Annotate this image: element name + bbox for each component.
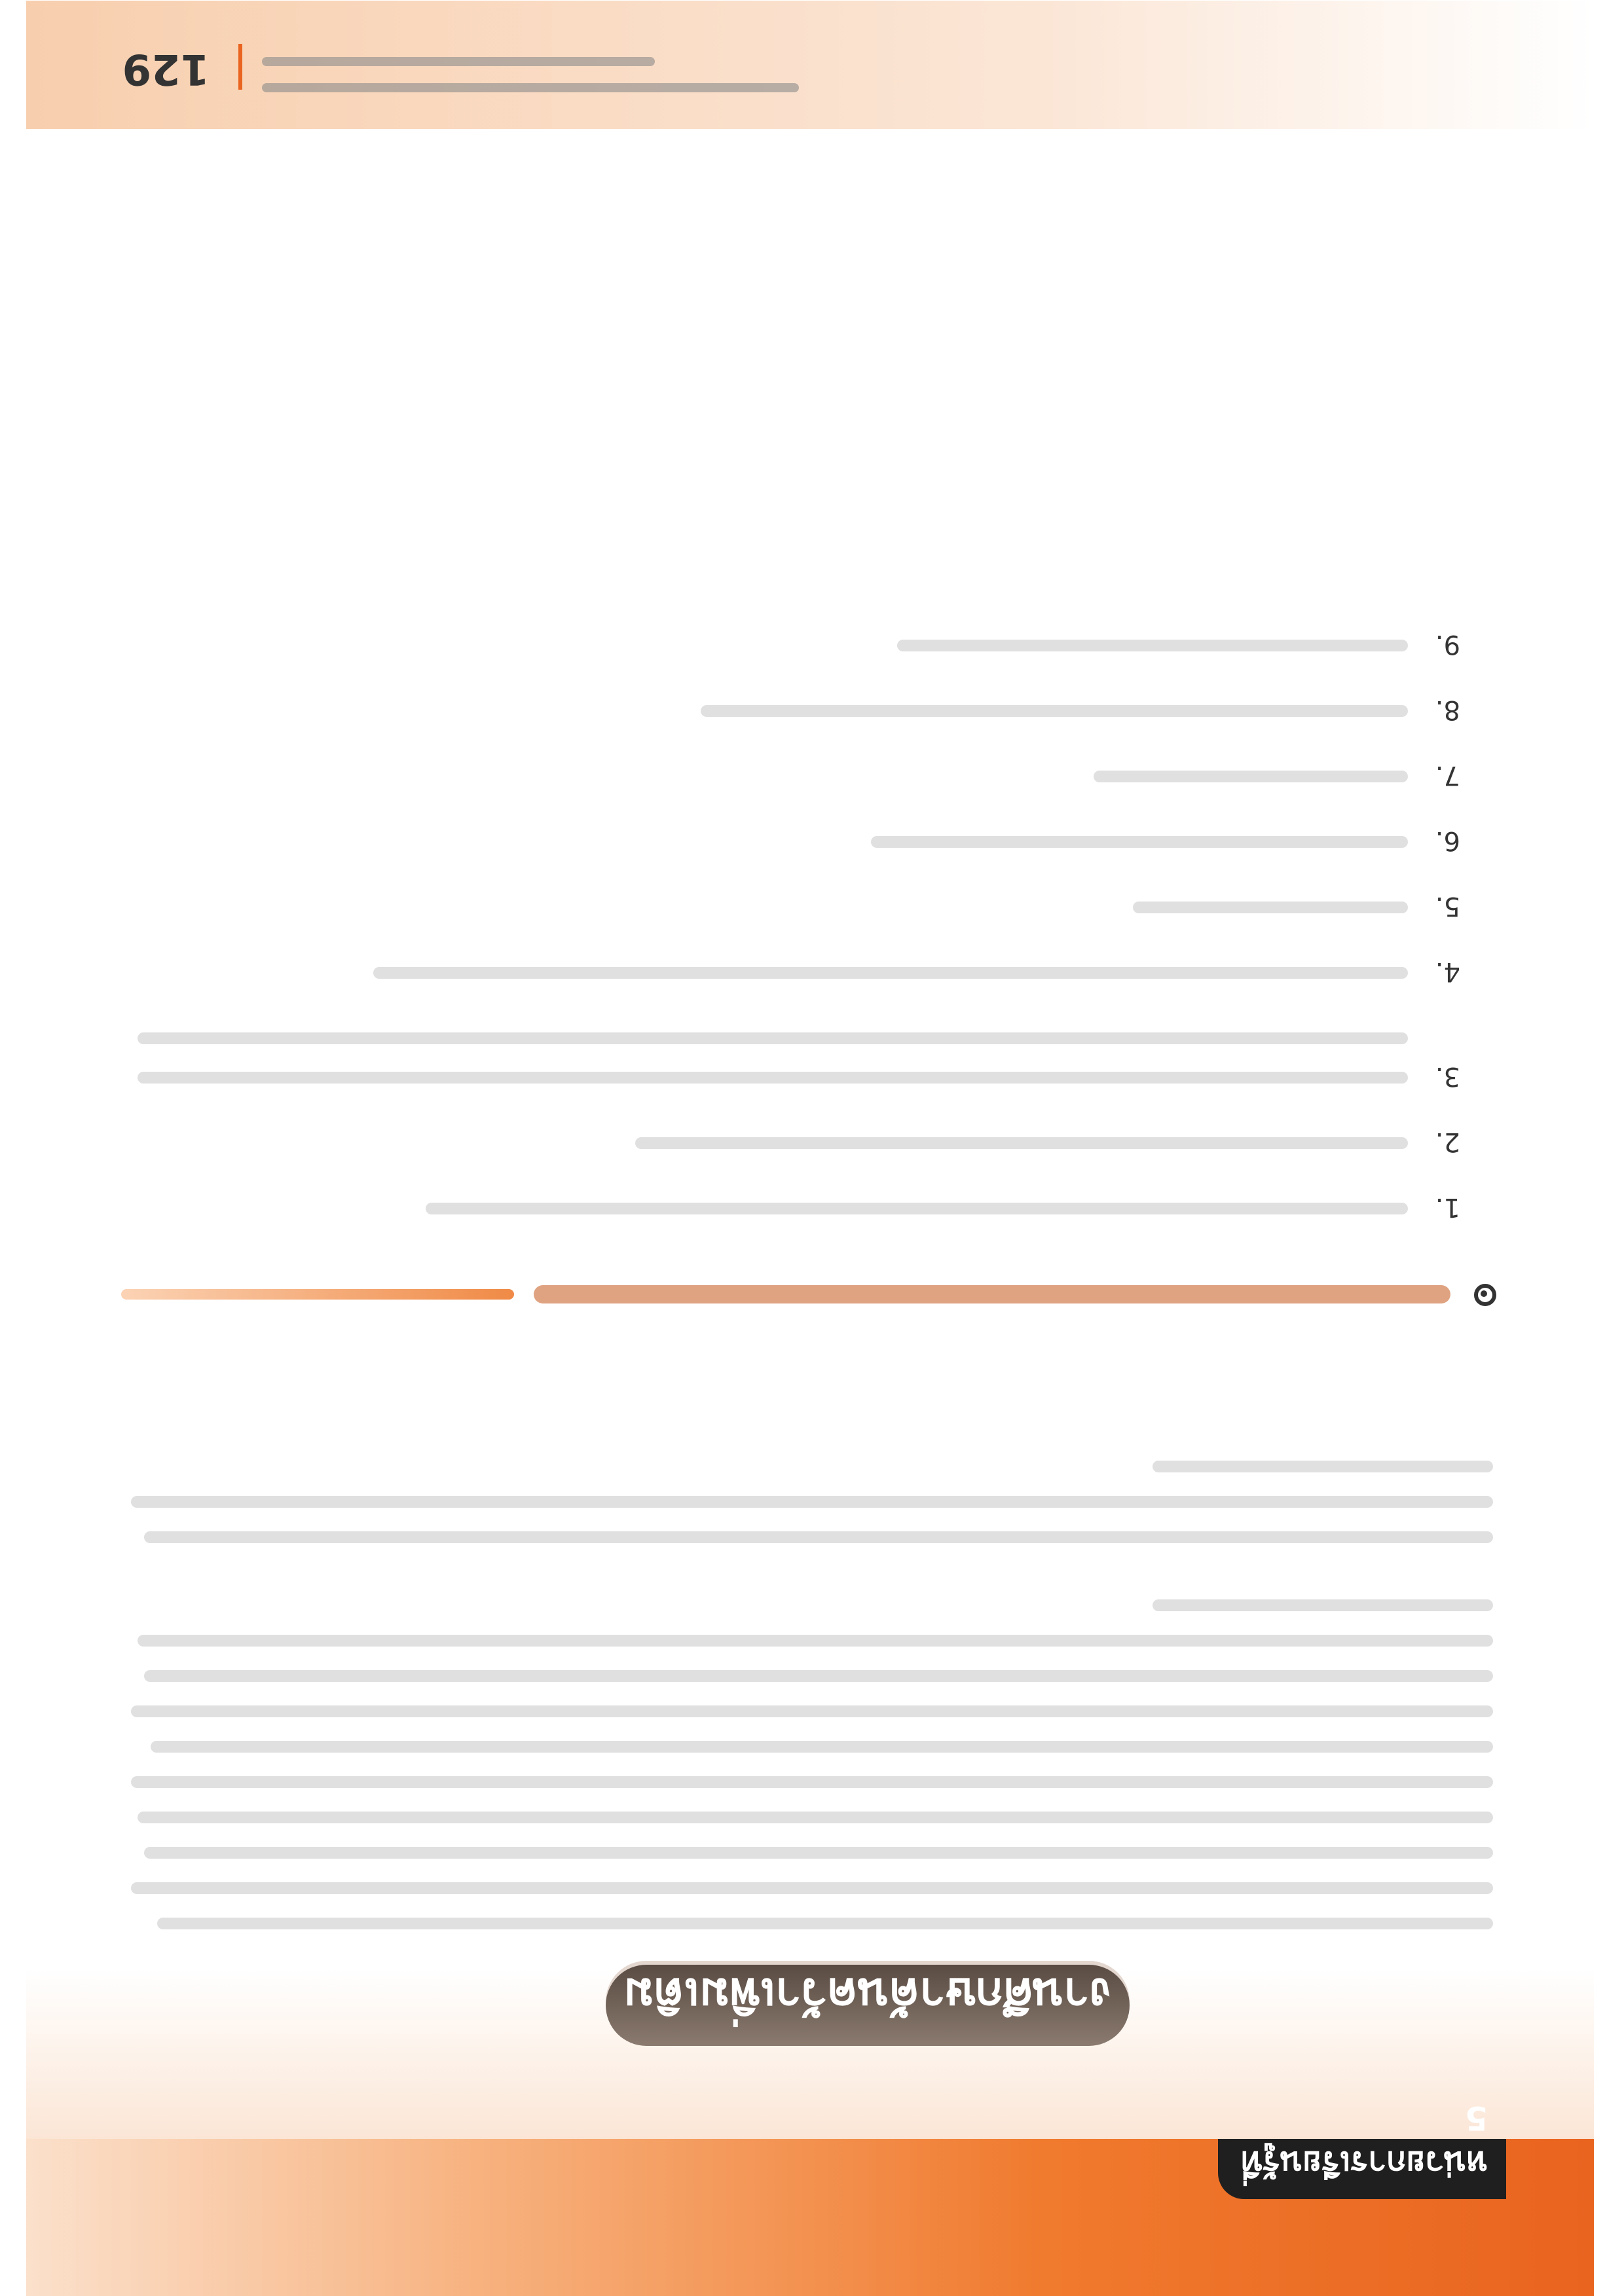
section-title-background [606,1965,1130,2046]
paragraph-1 [105,1576,1493,1929]
list-number: 4. [1435,957,1460,987]
text-line [897,640,1408,651]
footer-text-line [262,83,799,92]
heading-accent-bar [121,1289,514,1300]
text-line [373,967,1408,979]
text-line [131,1705,1493,1717]
section-title: งานศึกษาค้นคว้าเพิ่มเติม [623,1968,1112,2022]
text-line [871,836,1408,848]
text-line [138,1812,1493,1823]
text-line [138,1635,1493,1647]
text-line [426,1203,1408,1214]
text-line [635,1137,1408,1149]
list-number: 1. [1435,1192,1460,1222]
text-line [1153,1461,1493,1472]
list-number: 8. [1435,695,1460,725]
text-line [131,1776,1493,1788]
text-line [131,1882,1493,1894]
paragraph-2 [105,1437,1493,1543]
text-line [1133,902,1408,913]
list-number: 5. [1435,891,1460,921]
footer-text-line [262,57,655,66]
text-line [1094,771,1408,782]
list-number: 9. [1435,629,1460,659]
bullet-circle-icon [1474,1284,1496,1306]
unit-label: หน่วยการเรียนรู้ที่ 5 [1241,2099,1488,2182]
text-line [701,705,1408,717]
text-line [157,1918,1493,1929]
text-line [151,1741,1493,1753]
footer-band [26,1,1594,129]
page-number: 129 [122,45,210,93]
footer-divider [238,44,242,90]
text-line [138,1032,1408,1044]
list-number: 6. [1435,826,1460,856]
unit-tab [1218,2099,1506,2199]
text-line [144,1670,1493,1682]
subsection-heading [56,1268,1496,1314]
list-number: 3. [1435,1061,1460,1091]
text-line [144,1531,1493,1543]
text-line [1153,1599,1493,1611]
section-title-pill [606,1965,1130,2046]
text-line [144,1847,1493,1859]
list-number: 7. [1435,760,1460,790]
subsection-heading-text [534,1285,1450,1303]
text-line [131,1496,1493,1508]
list-number: 2. [1435,1127,1460,1157]
text-line [138,1072,1408,1084]
